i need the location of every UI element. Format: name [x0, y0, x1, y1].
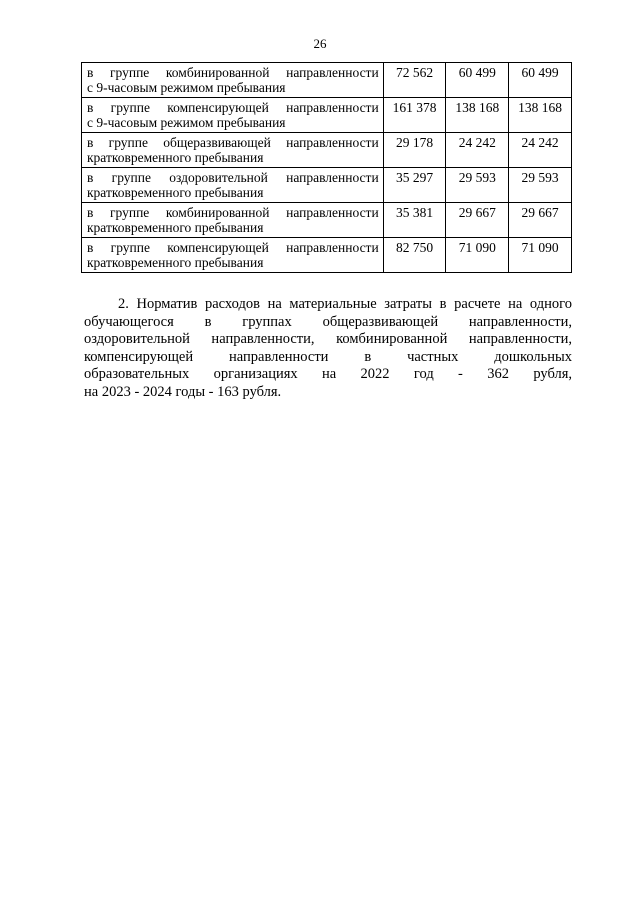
row-description: [82, 98, 384, 133]
paragraph-line: 2. Норматив расходов на материальные затраты в расчете на одного: [118, 296, 572, 312]
value-cell: 29 178: [383, 133, 446, 168]
material-costs-paragraph: [84, 296, 572, 401]
table-row: [82, 203, 572, 238]
value-cell: 29 667: [446, 203, 509, 238]
value-cell: 71 090: [509, 238, 572, 273]
row-description-line: кратковременного пребывания: [87, 255, 264, 270]
row-description: [82, 168, 384, 203]
row-description-line: кратковременного пребывания: [87, 220, 264, 235]
paragraph-line: образовательных организациях на 2022 год - 362 рубля,: [84, 366, 572, 382]
table-row: [82, 168, 572, 203]
paragraph-line: обучающегося в группах общеразвивающей направленности,: [84, 313, 572, 330]
value-cell: 60 499: [446, 63, 509, 98]
norm-table: [81, 62, 572, 273]
row-description-line: с 9-часовым режимом пребывания: [87, 80, 286, 95]
value-cell: 71 090: [446, 238, 509, 273]
paragraph-line: компенсирующей направленности в частных дошкольных: [84, 348, 572, 365]
table-row: [82, 238, 572, 273]
page-number: 26: [313, 36, 327, 51]
value-cell: 35 297: [383, 168, 446, 203]
value-cell: 24 242: [446, 133, 509, 168]
row-description-line: в группе оздоровительной направленности: [87, 170, 379, 185]
table-row: [82, 133, 572, 168]
row-description-line: кратковременного пребывания: [87, 150, 264, 165]
row-description-line: в группе комбинированной направленности: [87, 65, 379, 80]
value-cell: 29 667: [509, 203, 572, 238]
value-cell: 60 499: [509, 63, 572, 98]
row-description-line: в группе общеразвивающей направленности: [87, 135, 379, 150]
paragraph-line: на 2023 - 2024 годы - 163 рубля.: [84, 383, 282, 400]
row-description-line: в группе компенсирующей направленности: [87, 100, 379, 115]
row-description: [82, 63, 384, 98]
row-description: [82, 238, 384, 273]
value-cell: 161 378: [383, 98, 446, 133]
value-cell: 35 381: [383, 203, 446, 238]
row-description: [82, 133, 384, 168]
paragraph-line: оздоровительной направленности, комбинированной направленности,: [84, 331, 572, 347]
row-description: [82, 203, 384, 238]
row-description-line: кратковременного пребывания: [87, 185, 264, 200]
value-cell: 82 750: [383, 238, 446, 273]
value-cell: 29 593: [446, 168, 509, 203]
row-description-line: в группе комбинированной направленности: [87, 205, 379, 220]
value-cell: 29 593: [509, 168, 572, 203]
table-row: [82, 63, 572, 98]
value-cell: 138 168: [446, 98, 509, 133]
table-row: [82, 98, 572, 133]
row-description-line: в группе компенсирующей направленности: [87, 240, 379, 255]
row-description-line: с 9-часовым режимом пребывания: [87, 115, 286, 130]
value-cell: 138 168: [509, 98, 572, 133]
value-cell: 24 242: [509, 133, 572, 168]
value-cell: 72 562: [383, 63, 446, 98]
